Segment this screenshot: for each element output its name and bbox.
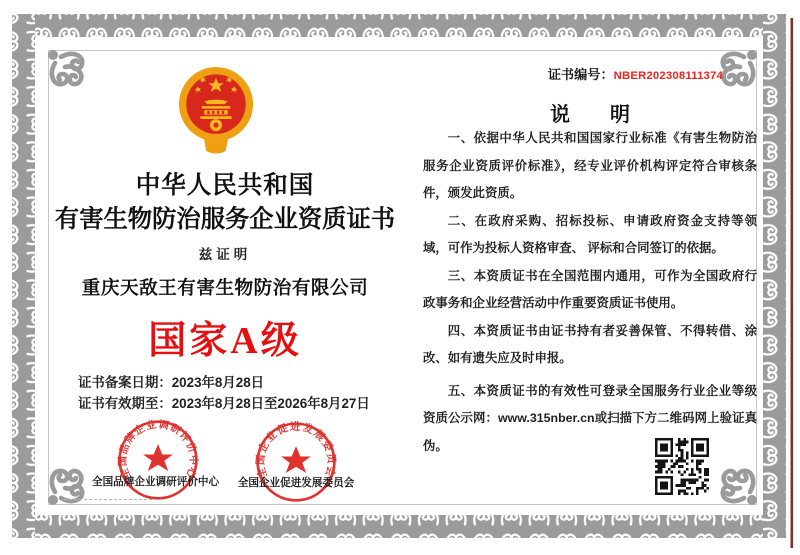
certificate-dates [78, 373, 370, 414]
note-item-2: 二、在政府采购、招标投标、申请政府资金支持等领域，可作为投标人资格审查、 评标和合同签订的依据。 [423, 213, 757, 255]
certificate-number-label: 证书编号： [547, 67, 614, 82]
country-title: 中华人民共和国 [135, 172, 315, 199]
certificate-title: 有害生物防治服务企业资质证书 [54, 206, 396, 233]
notes-heading: 说 明 [550, 104, 630, 126]
seal-ring-text: 全国品牌企业调研评价中心 [117, 419, 199, 480]
attest-line: 兹证明 [198, 247, 252, 262]
grade-level: 国家A级 [148, 320, 302, 362]
certificate-right-column [423, 0, 757, 555]
certificate-number-row [423, 64, 723, 84]
seal-stamp-evaluation-center [112, 414, 204, 506]
verification-qr-code [655, 438, 709, 495]
certificate-number-value: NBER202308111374 [613, 70, 723, 82]
note-item-4: 四、本资质证书由证书持有者妥善保管、不得转借、涂改、如有遗失应及时申报。 [423, 323, 757, 365]
note-item-3: 三、本资质证书在全国范围内通用，可作为全国政府行政事务和企业经营活动中作重要资质证书使用。 [423, 268, 757, 310]
seal-ring-text: 全国企业促进发展委员会 [255, 421, 337, 480]
seal-star-icon [143, 444, 173, 471]
right-edge-line [791, 18, 794, 548]
note-item-5: 五、本资质证书的有效性可登录全国服务行业企业等级资质公示网：www.315nber.cn或扫描下方二维码网上验证真伪。 [423, 383, 757, 453]
border-band-right [763, 14, 786, 538]
company-name: 重庆天敌王有害生物防治有限公司 [81, 277, 369, 298]
certificate-left-column [40, 0, 410, 555]
seal-star-icon [281, 446, 311, 473]
org-label-development-committee: 全国企业促进发展委员会 [237, 477, 355, 489]
valid-period: 证书有效期至：2023年8月28日至2026年8月27日 [78, 395, 370, 411]
record-date: 证书备案日期：2023年8月28日 [78, 375, 265, 390]
signature-line [64, 499, 162, 500]
border-band-left [12, 14, 35, 538]
notes-body [423, 125, 757, 460]
note-item-1: 一、依据中华人民共和国国家行业标准《有害生物防治服务企业资质评价标准》，经专业评价机构评定符合审核条件，颁发此资质。 [423, 131, 757, 200]
seal-stamp-development-committee [250, 416, 342, 508]
prc-national-emblem-icon [177, 62, 255, 158]
org-label-evaluation-center: 全国品牌企业调研评价中心 [92, 476, 220, 488]
